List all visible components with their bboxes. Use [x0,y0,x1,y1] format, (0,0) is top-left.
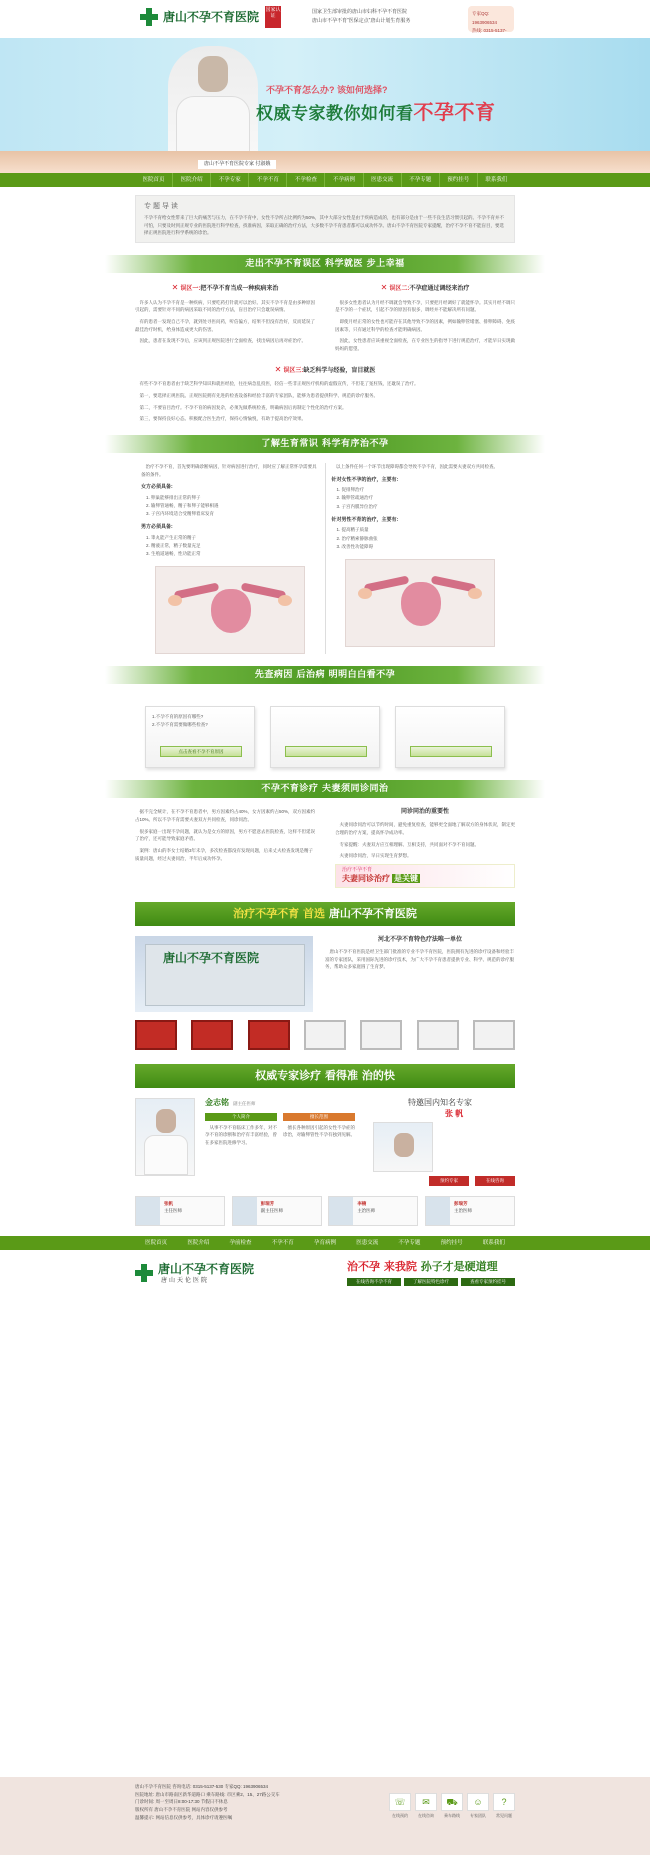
myth-label: 误区三: [283,367,304,374]
header [0,0,650,38]
expert-strip [135,1196,515,1226]
couple-paragraph: 据不完全统计，在不孕不育患者中，男方因素约占40%，女方因素约占50%，双方因素约占10%。所以不孕不育需要夫妻双方共同检查，同诊同治。 [135,809,316,822]
knowledge-columns [135,463,515,654]
portrait-face [394,1133,414,1157]
couple-right [335,808,515,888]
footer-icon-item[interactable] [415,1793,437,1818]
footer-icon-item[interactable] [441,1793,463,1818]
myth-label: 误区二: [389,286,410,292]
intro-box [135,195,515,243]
footer-logo-text: 唐山不孕不育医院 [158,1261,255,1276]
banner-headline [256,100,496,127]
list-item: 3. 改善性功能障碍 [342,543,510,551]
expert-thumb [426,1197,450,1225]
bottom-nav-item[interactable]: 预约挂号 [440,1239,463,1246]
photo-thumb [360,1020,402,1050]
footer-line: 版权所有 唐山不孕不育医院 网站内容仅供参考 [135,1806,228,1812]
header-note: 国家卫生部审批的唐山市妇科不孕不育医院 [312,9,408,15]
tab-profile[interactable]: 个人简介 [205,1113,277,1121]
footer-button[interactable]: 在线咨询不孕不育 [347,1278,401,1286]
quiz-card [395,706,505,768]
book-expert-button[interactable]: 预约专家 [429,1176,469,1186]
footer-icon-label: 专家团队 [470,1813,486,1818]
myth-right-title [335,283,515,294]
footer-slogan-block [347,1260,515,1287]
nav-booking[interactable]: 预约挂号 [440,173,478,187]
bottom-nav-item[interactable]: 联系我们 [482,1239,505,1246]
chat-icon: ✉ [415,1793,437,1811]
ovary-right [468,588,482,599]
hospital-text [325,936,515,1012]
myths-columns [135,283,515,357]
hospital-photo [135,936,313,1012]
myth-label: 误区一: [180,286,201,292]
footer-line: 唐山不孕不育医院 咨询电话: 0315-5137-530 专家QQ: 1963906534 [135,1784,269,1789]
couple-paragraph: 很多家庭一出现不孕问题，就认为是女方的原因，男方不愿意去医院检查，这样不但延误了治疗，还可能导致家庭矛盾。 [135,828,315,842]
myth-paragraph: 即使月经正常的女性也可能存在其他导致不孕的因素，例如输卵管堵塞、排卵障碍、免疫因素等，只有通过科学的检查才能明确病因。 [335,319,515,332]
bottom-nav-item[interactable]: 不孕不育 [271,1239,294,1246]
myth-center-title [135,365,515,376]
cross-icon [135,1264,153,1282]
bottom-nav [0,1236,650,1250]
myth-paragraph: 有的患者一发现自己不孕，就到处寻医问药，听信偏方，结果不但没有治好，反而延误了最佳治疗时机，给身体造成更大的伤害。 [135,319,315,332]
list-item: 3. 生殖道通畅，性功能正常 [151,550,319,558]
section-band-hospital [135,902,515,926]
footer-icon-label: 常见问题 [496,1813,512,1818]
quiz-button[interactable]: 点击查看不孕不育原因 [160,746,242,757]
couple-paragraph: 专家提醒：夫妻双方应互相理解、互相支持，共同面对不孕不育问题。 [339,841,479,847]
expert-card-name: 张帆 [164,1200,173,1206]
portrait-face [156,1109,176,1133]
female-check-title: 针对女性不孕的治疗，主要有: [331,476,399,483]
male-list [151,534,319,558]
ovary-right [278,595,292,606]
expert-card[interactable] [425,1196,515,1226]
footer-icon-label: 在线预约 [392,1813,408,1818]
expert-title: 副主任医师 [233,1101,256,1106]
expert-card-name: 李楠 [357,1200,367,1206]
footer-icon-label: 在线咨询 [418,1813,434,1818]
footer-line: 温馨提示: 网站信息仅供参考，具体诊疗请遵医嘱 [135,1814,232,1820]
expert-thumb [233,1197,257,1225]
ovary-left [358,588,372,599]
footer-info [135,1783,375,1821]
experts-row [135,1098,515,1186]
couple-columns [135,808,515,888]
uterus [211,589,251,633]
myth-center [135,365,515,423]
myth-left-title [135,283,315,294]
myth-paragraph: 因此，女性患者应该重视全面检查，在专业医生的指导下进行规范治疗，才能早日实现做妈妈的愿望。 [335,338,515,351]
expert-profile: 从事不孕不育临床工作多年，对不孕不育的诊断和治疗有丰富经验，曾在多家医院进修学习。 [205,1124,277,1146]
footer-logo[interactable] [135,1261,254,1285]
myth-heading: 缺乏科学与经验，盲目就医 [303,367,376,374]
nav-cases[interactable]: 不孕病例 [325,173,363,187]
footer-line: 门诊时间: 周一至周日8:00-17:30 节假日不休息 [135,1799,228,1805]
x-icon: ✕ [274,364,282,374]
ad-line: 治疗不孕不育 [342,867,373,873]
logo-text: 唐山不孕不育医院 [163,9,260,24]
expert-portrait [135,1098,195,1176]
cross-icon [140,8,158,26]
expert-card-info [257,1197,288,1225]
quiz-line[interactable]: 2.不孕不育需要做哪些检查? [152,722,208,728]
photo-thumb [473,1020,515,1050]
expert-card-info [450,1197,476,1225]
list-item: 1. 促排卵治疗 [342,486,510,494]
expert-card-name: 彭瑞芳 [260,1200,275,1206]
slogan-a: 治不孕 来我院 [347,1259,417,1273]
bottom-nav-item[interactable]: 医患交流 [356,1239,379,1246]
banner-desk [0,151,650,173]
nav-experts[interactable]: 不孕专家 [211,173,249,187]
expert-card-title: 副主任医师 [260,1208,284,1214]
couple-paragraph: 案例：唐山的李女士结婚3年未孕，多次检查都没有发现问题，后来丈夫检查发现是精子质量问题，经过夫妻同治，半年后成功怀孕。 [135,847,313,861]
footer-sub: 唐山天伦医院 [161,1278,210,1285]
list-item: 2. 输卵管疏通治疗 [342,494,510,502]
x-icon: ✕ [380,283,388,292]
footer-line: 医院地址: 唐山市路南区新华道路口 乘车路线: 市区乘2、15、27路公交车 [135,1791,280,1797]
expert-card-name: 彭瑞芳 [453,1200,468,1206]
ad-highlight: 夫妻同诊治疗 [342,873,390,883]
female-list [151,494,319,518]
list-item: 2. 治疗精索静脉曲张 [342,535,510,543]
uterus-diagram [155,566,305,654]
banner-question: 不孕不育怎么办? 该如何选择? [266,85,388,95]
bottom-nav-item[interactable]: 医院介绍 [187,1239,210,1246]
knowledge-left [135,463,325,654]
male-check-title: 针对男性不育的治疗，主要有: [331,516,399,523]
hospital-intro [135,936,515,1012]
banner-signature: 唐山不孕不育医院专家 付淑娥 [198,160,276,169]
expert-thumb [136,1197,160,1225]
list-item: 1. 卵巢能够排出正常的卵子 [151,494,319,502]
myth-heading: 把不孕不育当成一种疾病来治 [200,286,279,292]
quiz-row [145,706,505,768]
ad-key: 是关键 [394,873,418,883]
uterus-diagram-2 [345,559,495,647]
expert-card-info [353,1197,379,1225]
invited-name: 张 帆 [445,1108,464,1118]
female-title: 女方必须具备: [141,484,173,491]
quiz-button[interactable] [285,746,367,757]
list-item: 2. 精液正常，精子数量充足 [151,542,319,550]
knowledge-lead: 以上条件任何一个环节出现障碍都会导致不孕不育，因此需要夫妻双方共同检查。 [336,464,498,469]
x-icon: ✕ [171,283,179,292]
bottom-nav-item[interactable]: 不孕专题 [398,1239,421,1246]
section-band-diagnosis: 先查病因 后治病 明明白白看不孕 [105,666,545,684]
male-title: 男方必须具备: [141,524,173,531]
nav-contact[interactable]: 联系我们 [485,177,508,183]
myth-paragraph: 因此，患者在发现不孕后，应该到正规医院进行全面检查，找出病因后再对症治疗。 [139,338,306,344]
expert-thumb [329,1197,353,1225]
contact-phone[interactable]: 热线: 0315-5137- [472,28,507,34]
hospital-signboard: 唐山不孕不育医院 [163,951,260,965]
footer-buttons [347,1278,515,1286]
certificate [248,1020,290,1050]
seal-badge: 国家认证 [265,6,281,28]
expert-card[interactable] [135,1196,225,1226]
header-notes [312,8,410,25]
certificates [135,1020,515,1050]
header-contact[interactable] [468,6,514,32]
footer-button[interactable]: 查看专家预约挂号 [461,1278,515,1286]
nav-infertility[interactable]: 不孕不育 [249,173,287,187]
doctor-face [198,56,228,92]
expert-specialty: 擅长各种原因引起的女性不孕症的诊治，对输卵管性不孕有独到见解。 [283,1124,355,1138]
bottom-nav-item[interactable]: 孕前检查 [229,1239,252,1246]
calendar-icon: ☏ [389,1793,411,1811]
expert-tab-content [205,1124,355,1151]
quiz-card [145,706,255,768]
question-icon: ? [493,1793,515,1811]
female-check-list [342,486,510,510]
expert-card-title: 主治医师 [453,1208,472,1214]
certificate [191,1020,233,1050]
myth-paragraph: 许多人认为不孕不育是一种疾病，只要吃药打针就可以治好。其实不孕不育是由多种原因引起的，需要针对不同的病因采取不同的治疗方法，盲目治疗只会耽误病情。 [135,299,315,313]
header-note: 唐山市不孕不育“医保定点”唐山计划生育服务 [312,17,411,24]
main-nav [0,173,650,187]
invited-expert [365,1098,515,1186]
hero-banner [0,38,650,173]
footer-slogan [347,1260,515,1275]
couple-left [135,808,315,888]
portrait-coat [144,1135,188,1175]
section-band-myths: 走出不孕不育误区 科学就医 步上幸福 [105,255,545,273]
nav-home[interactable]: 医院首页 [135,173,173,187]
male-check-list [342,526,510,550]
contact-qq[interactable]: 专家QQ: 1963906534 [472,11,498,25]
doctor-icon: ☺ [467,1793,489,1811]
myth-right [335,283,515,357]
intro-text: 不孕不育给女性带来了巨大的痛苦与压力，在不孕不育中，女性不孕所占比例约为50%，其中大部分女性是由于疾病造成的，也有部分是由于一些不良生活习惯引起的。不孕不育并不可怕，只要及时到正规专业的医院进行科学检查，找准病因，采取正确的治疗方法，大多数不孕不育患者都可以成功怀孕。唐山不孕不育医院专家提醒，治疗不孕不育不能盲目，要选择正规医院进行科学系统的诊治。 [144,215,504,235]
list-item: 3. 子宫内膜异位治疗 [342,503,510,511]
expert-name-text: 金志铭 [205,1098,229,1107]
nav-about[interactable]: 医院介绍 [173,173,211,187]
bottom-nav-item[interactable]: 孕育病例 [313,1239,336,1246]
footer-button[interactable]: 了解医院特色诊疗 [404,1278,458,1286]
footer-logo-block [153,1261,254,1285]
photo-thumb [304,1020,346,1050]
expert-card[interactable] [232,1196,322,1226]
myth-paragraph: 第一，要选择正规医院。正规医院拥有先进的检查设备和经验丰富的专家团队，能够为患者提供科学、规范的诊疗服务。 [139,393,378,399]
quiz-card [270,706,380,768]
expert-name [205,1098,355,1109]
tab-specialty[interactable]: 擅长范围 [283,1113,355,1121]
bottom-nav-item[interactable]: 医院首页 [145,1239,168,1246]
nav-topics[interactable]: 不孕专题 [402,173,440,187]
list-item: 1. 睾丸能产生正常的精子 [151,534,319,542]
couple-paragraph: 夫妻同诊同治，早日实现生育梦想。 [339,853,412,859]
intro-title: 专 题 导 读 [144,203,178,210]
hospital-paragraph: 唐山不孕不育医院是经卫生部门批准的专业不孕不育医院，医院拥有先进的诊疗设备和经验丰富的专家团队，采用国际先进的诊疗技术，为广大不孕不育患者提供专业、科学、规范的诊疗服务，帮助众多家庭圆了生育梦。 [325,949,514,970]
hospital-title: 河北不孕不育特色疗法唯一单位 [377,937,462,943]
band-text-a: 治疗不孕不育 首选 [233,907,325,920]
nav-checkup[interactable]: 不孕检查 [287,173,325,187]
section-band-couple: 不孕不育诊疗 夫妻须同诊同治 [105,780,545,798]
banner-headline-b: 不孕不育 [413,102,496,124]
certificate [135,1020,177,1050]
expert-card[interactable] [328,1196,418,1226]
uterus [401,582,441,626]
myth-left [135,283,315,357]
list-item: 3. 子宫内环境适合受精卵着床发育 [151,510,319,518]
couple-ad[interactable] [335,864,515,888]
list-item: 1. 提高精子质量 [342,526,510,534]
knowledge-lead: 治疗不孕不育，首先要明确诊断病因，针对病因进行治疗，同时应了解正常怀孕需要具备的条件。 [141,464,317,477]
footer-icons [389,1793,515,1821]
slogan-b: 孙子才是硬道理 [420,1259,498,1273]
footer-icon-label: 乘车路线 [444,1813,460,1818]
bus-icon: ⛟ [441,1793,463,1811]
expert-card-title: 主任医师 [164,1208,182,1214]
quiz-button[interactable] [410,746,492,757]
expert-card-title: 主治医师 [357,1208,376,1214]
logo[interactable] [140,6,281,28]
footer [0,1777,650,1855]
list-item: 2. 输卵管通畅，精子和卵子能够相遇 [151,502,319,510]
expert-card-info [160,1197,186,1225]
section-band-knowledge: 了解生育常识 科学有序治不孕 [105,435,545,453]
myth-paragraph: 很多女性患者认为月经不调就会导致不孕，只要把月经调好了就能怀孕。其实月经不调只是不孕的一个症状，引起不孕的原因有很多，调经并不能解决所有问题。 [335,299,515,313]
expert-tabs [205,1113,355,1121]
ovary-left [168,595,182,606]
expert-buttons [365,1176,515,1186]
consult-button[interactable]: 在线咨询 [475,1176,515,1186]
myth-paragraph: 第三，要保持良好心态。积极配合医生治疗，保持心情愉悦，有助于提高治疗效果。 [139,416,306,422]
band-text-b: 唐山不孕不育医院 [328,907,417,920]
couple-paragraph: 夫妻同诊同治可以节约时间，避免重复检查，能够更全面地了解双方的身体状况，制定更合理的治疗方案，提高怀孕成功率。 [335,822,515,836]
invited-portrait [373,1122,433,1172]
invited-header: 特邀国内知名专家 [408,1098,472,1107]
banner-headline-a: 权威专家教你如何看 [256,104,414,123]
myth-paragraph: 第二，不要盲目治疗。不孕不育的病因复杂，必须先做系统检查，明确病因后再制定个性化的治疗方案。 [139,404,347,410]
myth-paragraph: 有些不孕不育患者由于缺乏科学知识和就医经验，往往病急乱投医，轻信一些非正规医疗机构的虚假宣传，不但花了冤枉钱，还耽误了治疗。 [139,381,419,387]
quiz-line[interactable]: 1.不孕不育的原因有哪些? [152,714,204,720]
section-band-experts: 权威专家诊疗 看得准 治的快 [135,1064,515,1088]
photo-thumb [417,1020,459,1050]
footer-icon-item[interactable] [467,1793,489,1818]
ad-line [342,874,508,885]
footer-brand [135,1260,515,1287]
footer-icon-item[interactable] [389,1793,411,1818]
footer-icon-item[interactable] [493,1793,515,1818]
expert-info [205,1098,355,1186]
couple-title: 同诊同治的重要性 [400,809,449,816]
myth-heading: 不孕症通过调经来治疗 [409,286,470,292]
knowledge-right [326,463,516,654]
nav-qa[interactable]: 医患交流 [364,173,402,187]
